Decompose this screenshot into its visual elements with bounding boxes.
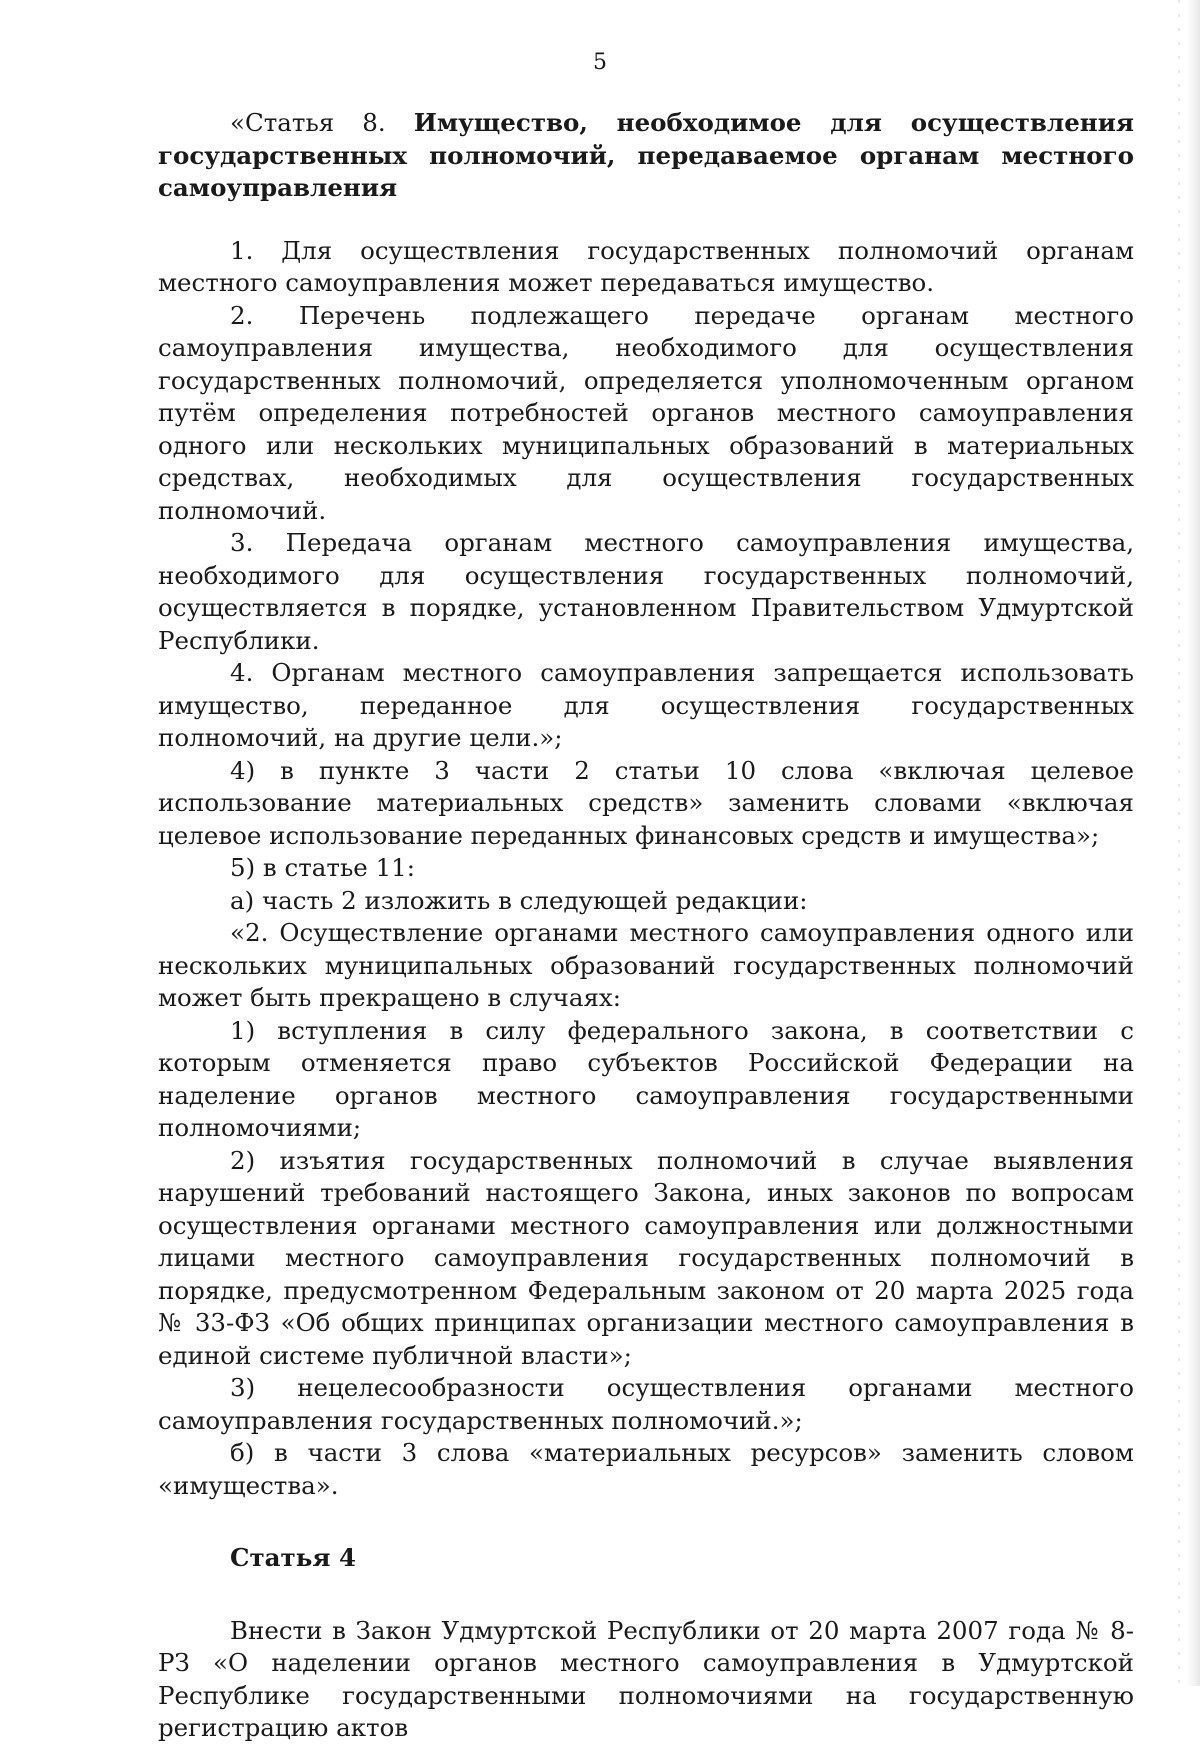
paragraph: 4. Органам местного самоуправления запрещается использовать имущество, переданное для осуществления государственных полномочий, на другие цели.»; (158, 658, 1134, 752)
paragraph: «2. Осуществление органами местного самоуправления одного или нескольких муниципальных образований государственных полномочий может быть прекращено в случаях: (158, 918, 1134, 1012)
paragraph: 3. Передача органам местного самоуправления имущества, необходимого для осуществления государственных полномочий, осуществляется в порядке, установленном Правительством Удмуртской Республики. (158, 528, 1134, 655)
paragraph: 2) изъятия государственных полномочий в случае выявления нарушений требований настоящего Закона, иных законов по вопросам осуществления органами местного самоуправления или должностными лицами местного самоуправления государственных полномочий в порядке, предусмотренном Федеральным законом от 20 марта 2025 года № 33-ФЗ «Об общих принципах организации местного самоуправления в единой системе публичной власти»; (158, 1145, 1134, 1370)
article-4-heading: Статья 4 (230, 1543, 357, 1572)
scan-artifact (1178, 0, 1180, 1686)
article-8-heading (158, 107, 1134, 205)
paragraph: 3) нецелесообразности осуществления органами местного самоуправления государственных полномочий.»; (158, 1373, 1134, 1435)
scan-edge (1186, 0, 1200, 1686)
paragraph: 2. Перечень подлежащего передаче органам местного самоуправления имущества, необходимого для осуществления государственных полномочий, определяется уполномоченным органом путём определения потребностей органов местного самоуправления одного или нескольких муниципальных образований в материальных средствах, необходимых для осуществления государственных полномочий. (158, 300, 1134, 525)
document-body (158, 107, 1134, 1745)
article-4-text: Внести в Закон Удмуртской Республики от 20 марта 2007 года № 8-РЗ «О наделении органов местного самоуправления в Удмуртской Республике государственными полномочиями на государственную регистрацию актов (158, 1615, 1134, 1742)
paragraph: а) часть 2 изложить в следующей редакции: (230, 885, 808, 915)
paragraph: 4) в пункте 3 части 2 статьи 10 слова «включая целевое использование материальных средств» заменить словами «включая целевое использование переданных финансовых средств и имущества»; (158, 755, 1134, 850)
paragraph: 1) вступления в силу федерального закона, в соответствии с которым отменяется право субъектов Российской Федерации на наделение органов местного самоуправления государственными полномочиями; (158, 1015, 1134, 1142)
article-8-prefix: «Статья 8. (230, 108, 386, 137)
page-number: 5 (593, 50, 607, 75)
paragraph: 5) в статье 11: (230, 853, 416, 882)
paragraph: 1. Для осуществления государственных полномочий органам местного самоуправления может передаваться имущество. (158, 235, 1134, 297)
article-8-title: Имущество, необходимое для осуществления государственных полномочий, передаваемое органам местного самоуправления (158, 108, 1134, 202)
paragraph: б) в части 3 слова «материальных ресурсов» заменить словом «имущества». (158, 1438, 1134, 1500)
